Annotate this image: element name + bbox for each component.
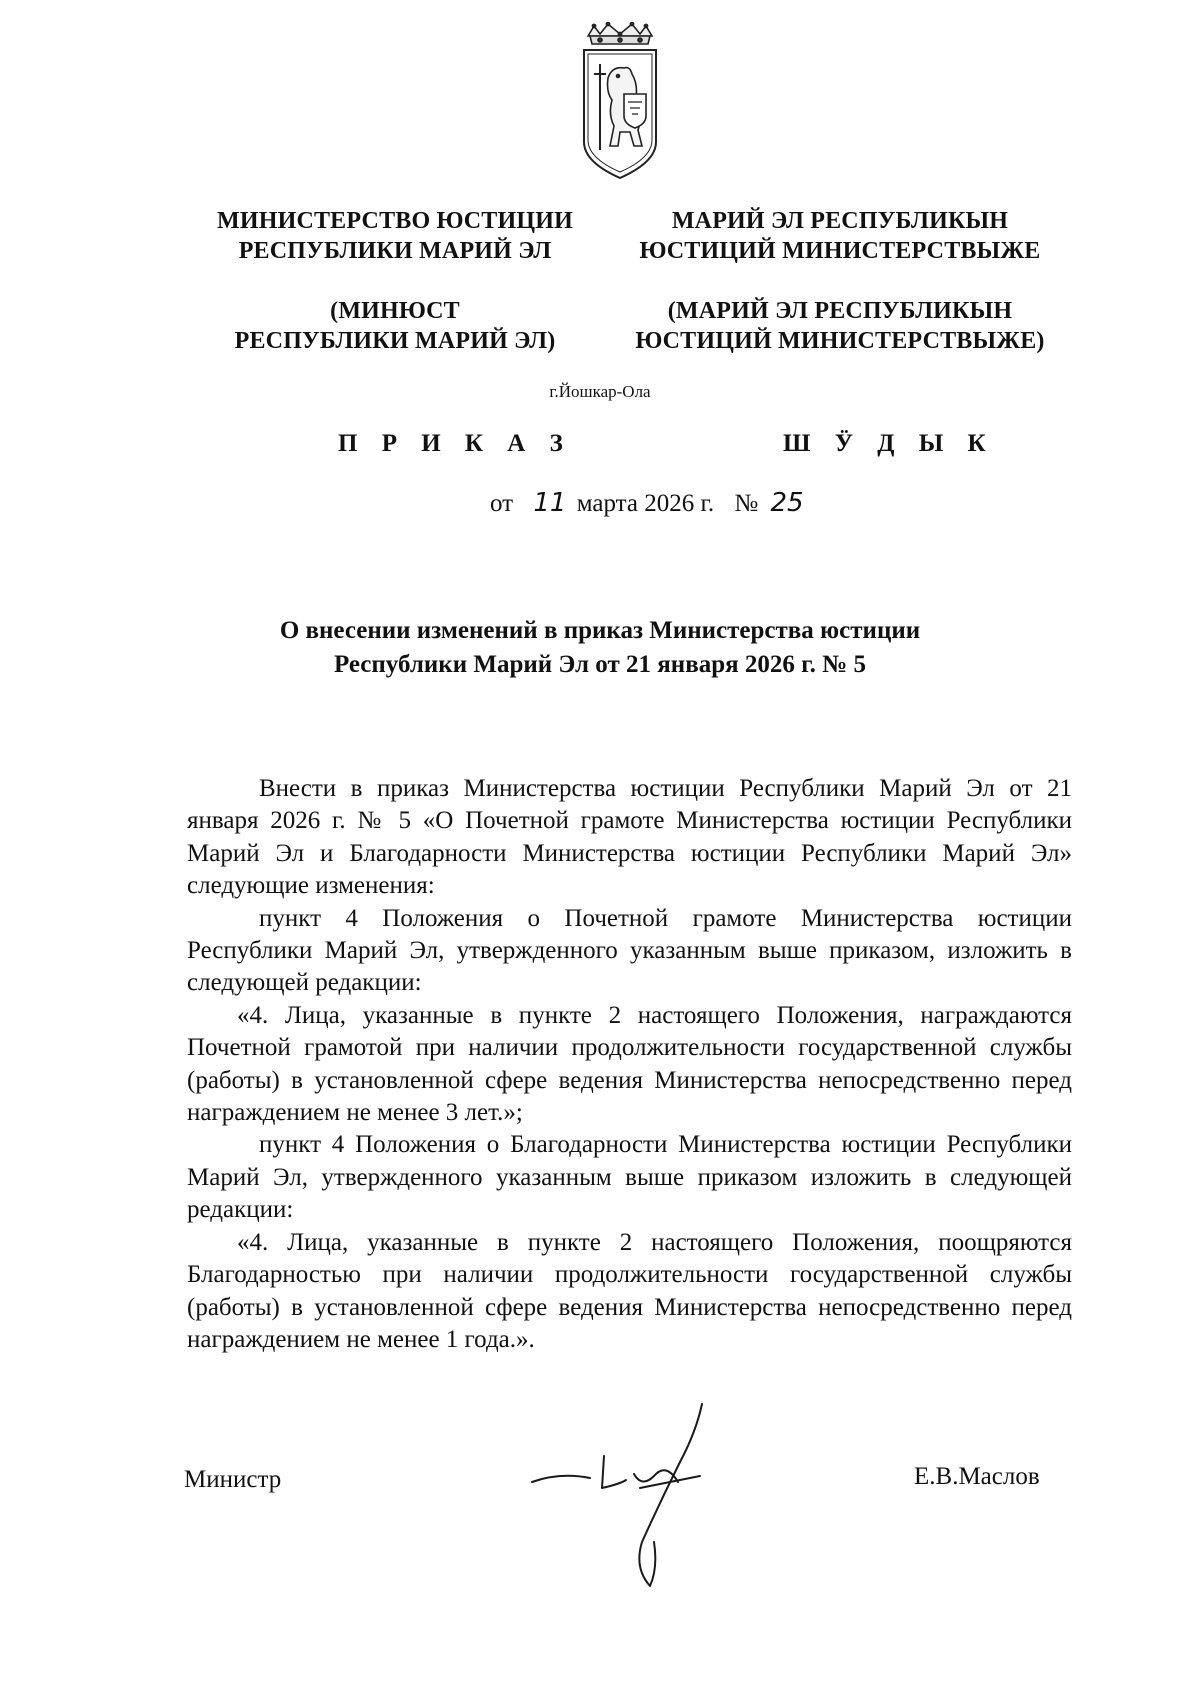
ministry-abbr-mari-line2: ЮСТИЦИЙ МИНИСТЕРСТВЫЖЕ) [635, 328, 1045, 354]
city-label: г.Йошкар-Ола [549, 382, 651, 401]
ministry-name-mari-line1: МАРИЙ ЭЛ РЕСПУБЛИКЫН [671, 208, 1009, 234]
doc-number-handwritten: 25 [770, 488, 804, 518]
signatory-position: Министр [184, 1466, 282, 1493]
ministry-name-mari [615, 206, 1065, 266]
body-paragraph-2: пункт 4 Положения о Почетной грамоте Министерства юстиции Республики Марий Эл, утвержденного указанным выше приказом, изложить в следующей редакции: [187, 904, 1072, 997]
title-line-1: О внесении изменений в приказ Министерства юстиции [279, 617, 921, 644]
ministry-name-ru-line2: РЕСПУБЛИКИ МАРИЙ ЭЛ [238, 238, 552, 264]
document-title [150, 614, 1050, 682]
title-line-2: Республики Марий Эл от 21 января 2026 г. № 5 [333, 651, 867, 678]
number-label: № [734, 490, 759, 517]
coat-of-arms-icon [578, 22, 662, 182]
date-prefix: от [490, 490, 514, 517]
date-month-year: марта 2026 г. [576, 490, 715, 517]
body-paragraph-4: пункт 4 Положения о Благодарности Министерства юстиции Республики Марий Эл, утвержденного указанным выше приказом изложить в следующей редакции: [187, 1131, 1072, 1224]
ministry-name-ru [175, 206, 615, 266]
signatory-name: Е.В.Маслов [914, 1463, 1040, 1490]
handwritten-signature-icon [530, 1392, 760, 1592]
body-paragraph-5: «4. Лица, указанные в пункте 2 настоящего Положения, поощряются Благодарностью при наличии продолжительности государственной службы (работы) в установленной сфере ведения Министерства непосредственно перед награждением не менее 1 года.». [187, 1228, 1072, 1353]
body-paragraph-3: «4. Лица, указанные в пункте 2 настоящего Положения, награждаются Почетной грамотой при наличии продолжительности государственной службы (работы) в установленной сфере ведения Министерства непосредственно перед награждением не менее 3 лет.»; [187, 1001, 1072, 1127]
ministry-name-mari-line2: ЮСТИЦИЙ МИНИСТЕРСТВЫЖЕ [639, 238, 1041, 264]
ministry-abbr-ru [175, 296, 615, 356]
date-line [490, 488, 804, 518]
ministry-abbr-ru-line2: РЕСПУБЛИКИ МАРИЙ ЭЛ) [234, 328, 556, 354]
ministry-name-ru-line1: МИНИСТЕРСТВО ЮСТИЦИИ [216, 208, 573, 234]
ministry-abbr-mari-line1: (МАРИЙ ЭЛ РЕСПУБЛИКЫН [667, 298, 1013, 324]
doc-type-mari: Ш Ӱ Д Ы К [783, 430, 995, 457]
ministry-abbr-mari [615, 296, 1065, 356]
doc-type-ru: П Р И К А З [338, 430, 572, 457]
document-body [187, 773, 1072, 1356]
date-day-handwritten: 11 [533, 488, 567, 518]
ministry-abbr-ru-line1: (МИНЮСТ [330, 298, 460, 324]
body-paragraph-1: Внести в приказ Министерства юстиции Республики Марий Эл от 21 января 2026 г. № 5 «О Почетной грамоте Министерства юстиции Республики Марий Эл и Благодарности Министерства юстиции Республики Марий Эл» следующие изменения: [187, 775, 1072, 900]
